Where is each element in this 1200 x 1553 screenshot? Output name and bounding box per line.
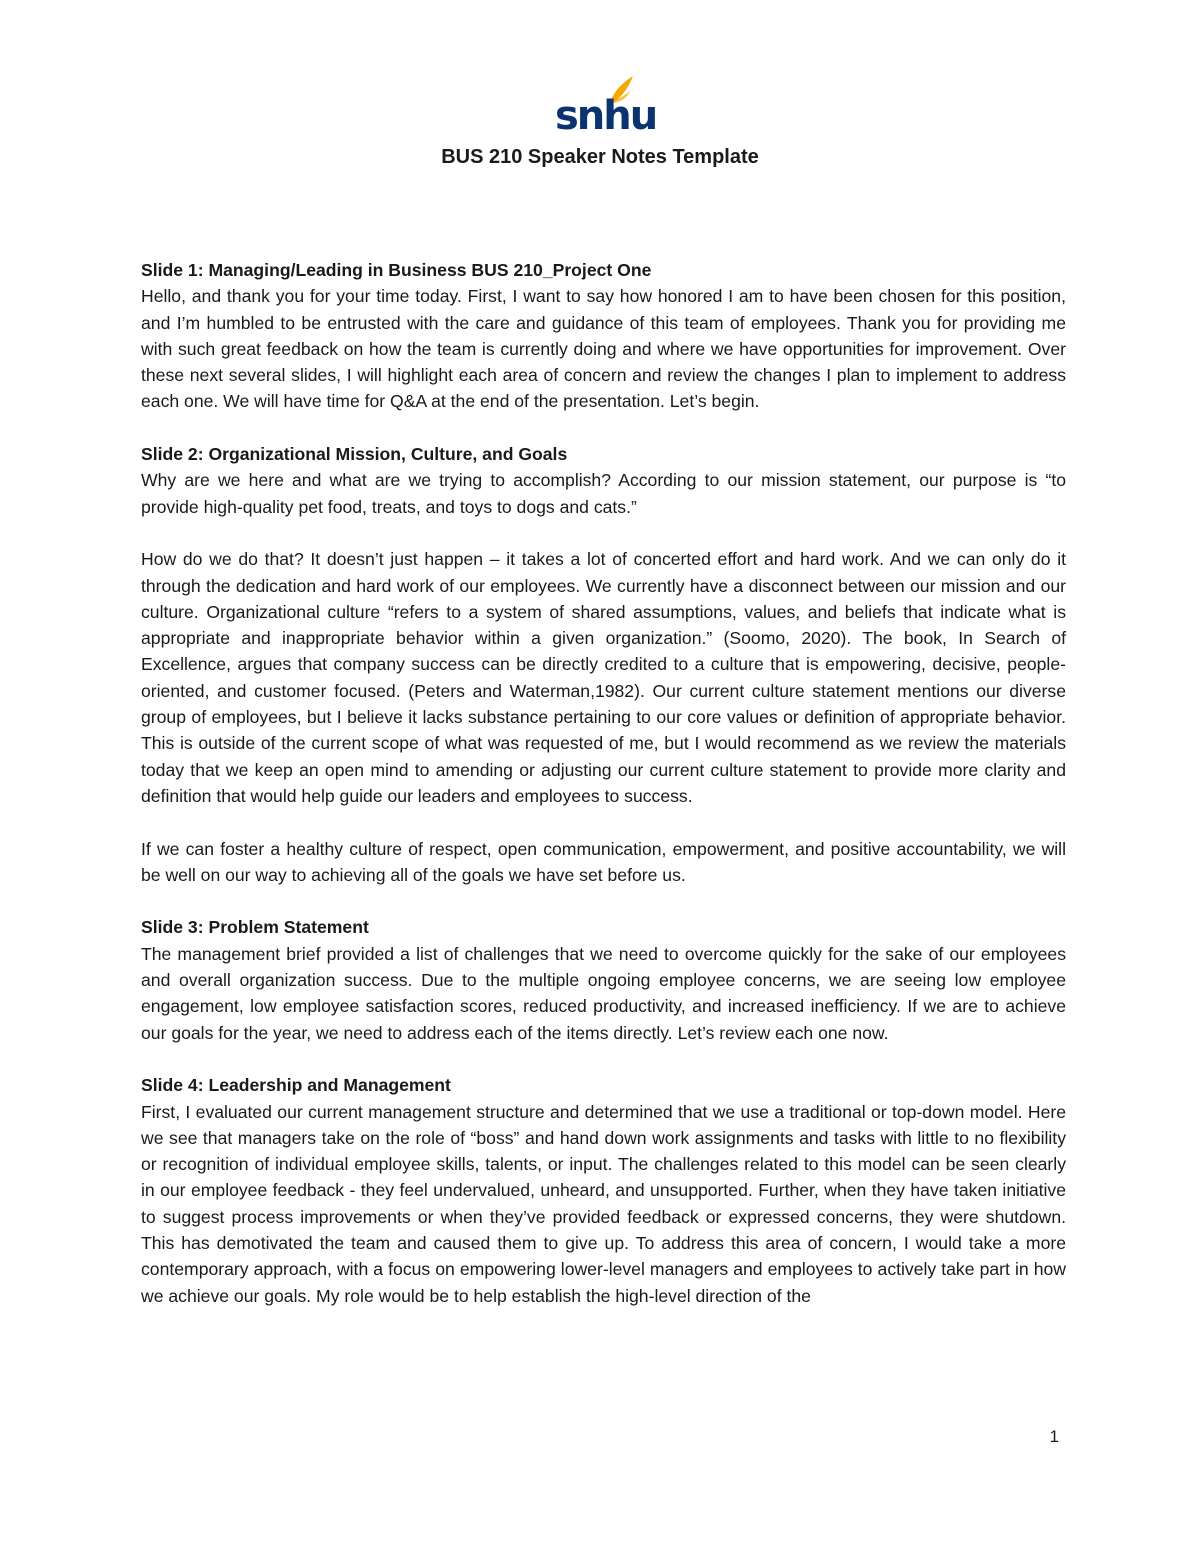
slide-4-section bbox=[141, 1072, 1066, 1309]
section-paragraph: If we can foster a healthy culture of respect, open communication, empowerment, and positive accountability, we will be well on our way to achieving all of the goals we have set before us. bbox=[141, 838, 1066, 885]
page-number: 1 bbox=[1049, 1427, 1059, 1446]
section-paragraph: How do we do that? It doesn’t just happen – it takes a lot of concerted effort and hard work. And we can only do it through the dedication and hard work of our employees. We currently have a disconnect between our mission and our culture. Organizational culture “refers to a system of shared assumptions, values, and beliefs that indicate what is appropriate and inappropriate behavior within a given organization.” (Soomo, 2020). The book, In Search of Excellence, argues that company success can be directly credited to a culture that is empowering, decisive, people-oriented, and customer focused. (Peters and Waterman,1982). Our current culture statement mentions our diverse group of employees, but I believe it lacks substance pertaining to our core values or definition of appropriate behavior. This is outside of the current scope of what was requested of me, but I would recommend as we review the materials today that we keep an open mind to amending or adjusting our current culture statement to provide more clarity and definition that would help guide our leaders and employees to success. bbox=[141, 549, 1066, 806]
slide-1-section bbox=[141, 257, 1066, 415]
section-paragraph: Hello, and thank you for your time today. First, I want to say how honored I am to have been chosen for this position, and I’m humbled to be entrusted with the care and guidance of this team of employees. Thank you for providing me with such great feedback on how the team is currently doing and where we have opportunities for improvement. Over these next several slides, I will highlight each area of concern and review the changes I plan to implement to address each one. We will have time for Q&A at the end of the presentation. Let’s begin. bbox=[141, 286, 1066, 412]
section-paragraph: The management brief provided a list of challenges that we need to overcome quickly for the sake of our employees and overall organization success. Due to the multiple ongoing employee concerns, we are seeing low employee engagement, low employee satisfaction scores, reduced productivity, and increased inefficiency. If we are to achieve our goals for the year, we need to address each of the items directly. Let’s review each one now. bbox=[141, 943, 1066, 1043]
document-body bbox=[141, 257, 1066, 1335]
section-heading: Slide 2: Organizational Mission, Culture, and Goals bbox=[141, 444, 568, 465]
svg-text:snhu: snhu bbox=[555, 93, 657, 139]
slide-3-section bbox=[141, 914, 1066, 1045]
slide-2-section bbox=[141, 441, 1066, 888]
section-heading: Slide 4: Leadership and Management bbox=[141, 1075, 451, 1096]
section-heading: Slide 1: Managing/Leading in Business BUS 210_Project One bbox=[141, 260, 652, 280]
section-paragraph: First, I evaluated our current management structure and determined that we use a traditional or top-down model. Here we see that managers take on the role of “boss” and hand down work assignments and tasks with little to no flexibility or recognition of individual employee skills, talents, or input. The challenges related to this model can be seen clearly in our employee feedback - they feel undervalued, unheard, and unsupported. Further, when they have taken initiative to suggest process improvements or when they’ve provided feedback or expressed concerns, they were shutdown. This has demotivated the team and caused them to give up. To address this area of concern, I would take a more contemporary approach, with a focus on empowering lower-level managers and employees to actively take part in how we achieve our goals. My role would be to help establish the high-level direction of the bbox=[141, 1101, 1066, 1306]
snhu-logo bbox=[555, 74, 657, 139]
section-heading: Slide 3: Problem Statement bbox=[141, 917, 369, 938]
section-paragraph: Why are we here and what are we trying to accomplish? According to our mission statement, our purpose is “to provide high-quality pet food, treats, and toys to dogs and cats.” bbox=[141, 470, 1066, 517]
document-title: BUS 210 Speaker Notes Template bbox=[441, 146, 759, 168]
